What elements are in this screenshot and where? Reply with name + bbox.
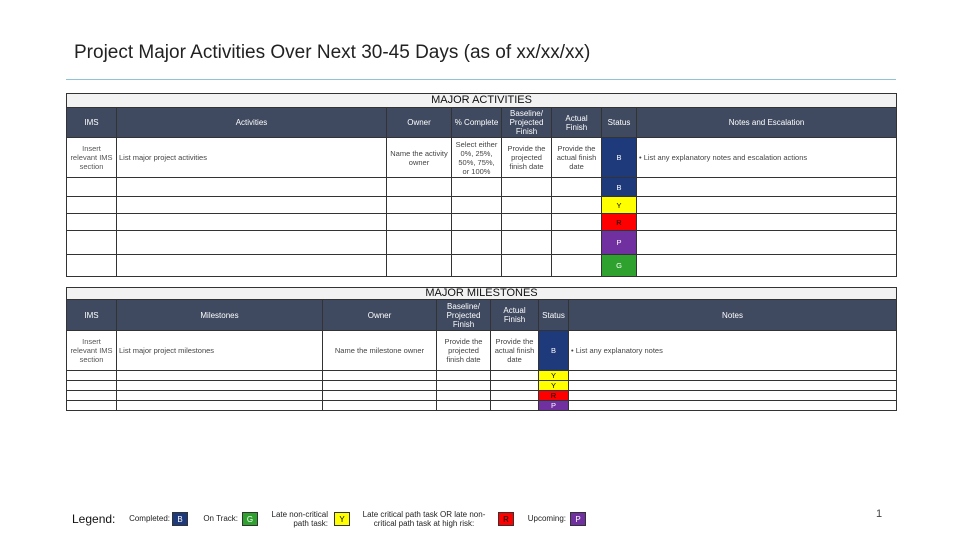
notes-cell[interactable] xyxy=(637,197,897,214)
notes-cell[interactable]: • List any explanatory notes and escalation actions xyxy=(637,138,897,178)
ims-cell[interactable] xyxy=(67,214,117,231)
ims-cell[interactable] xyxy=(67,401,117,411)
owner-cell[interactable] xyxy=(323,371,437,381)
legend-swatch-on-track: G xyxy=(242,512,258,526)
baseline-finish-cell[interactable] xyxy=(502,197,552,214)
ims-cell[interactable]: Insert relevant IMS section xyxy=(67,138,117,178)
baseline-finish-cell[interactable] xyxy=(437,371,491,381)
header-activities: Activities xyxy=(117,108,387,138)
page-title: Project Major Activities Over Next 30-45 Days (as of xx/xx/xx) xyxy=(74,42,591,63)
header-owner: Owner xyxy=(387,108,452,138)
legend-swatch-late-critical: R xyxy=(498,512,514,526)
milestone-cell[interactable]: List major project milestones xyxy=(117,331,323,371)
actual-finish-cell[interactable] xyxy=(552,178,602,197)
milestone-cell[interactable] xyxy=(117,371,323,381)
legend-swatch-upcoming: P xyxy=(570,512,586,526)
header-status: Status xyxy=(602,108,637,138)
header-actual-finish: Actual Finish xyxy=(552,108,602,138)
legend-label-late-critical: Late critical path task OR late non-critical path task at high risk: xyxy=(362,510,486,528)
activities-table xyxy=(66,93,897,277)
table-row xyxy=(67,391,897,401)
status-badge[interactable]: B xyxy=(539,331,569,371)
header-status: Status xyxy=(539,300,569,331)
owner-cell[interactable] xyxy=(323,401,437,411)
table-row xyxy=(67,178,897,197)
notes-cell[interactable] xyxy=(569,401,897,411)
status-badge[interactable]: G xyxy=(602,255,637,277)
pct-complete-cell[interactable] xyxy=(452,255,502,277)
header-ims: IMS xyxy=(67,300,117,331)
activity-cell[interactable]: List major project activities xyxy=(117,138,387,178)
baseline-finish-cell[interactable]: Provide the projected finish date xyxy=(437,331,491,371)
header-notes: Notes and Escalation xyxy=(637,108,897,138)
baseline-finish-cell[interactable] xyxy=(502,214,552,231)
ims-cell[interactable] xyxy=(67,231,117,255)
ims-cell[interactable]: Insert relevant IMS section xyxy=(67,331,117,371)
status-badge[interactable]: Y xyxy=(539,381,569,391)
notes-cell[interactable] xyxy=(569,381,897,391)
actual-finish-cell[interactable] xyxy=(552,255,602,277)
table-row xyxy=(67,231,897,255)
status-badge[interactable]: P xyxy=(602,231,637,255)
table-row xyxy=(67,255,897,277)
pct-complete-cell[interactable] xyxy=(452,231,502,255)
notes-cell[interactable] xyxy=(637,255,897,277)
page-number: 1 xyxy=(876,508,883,520)
status-badge[interactable]: P xyxy=(539,401,569,411)
legend-swatch-completed: B xyxy=(172,512,188,526)
ims-cell[interactable] xyxy=(67,197,117,214)
header-owner: Owner xyxy=(323,300,437,331)
owner-cell[interactable] xyxy=(387,231,452,255)
ims-cell[interactable] xyxy=(67,178,117,197)
status-badge[interactable]: R xyxy=(539,391,569,401)
header-milestones: Milestones xyxy=(117,300,323,331)
activities-section-title: MAJOR ACTIVITIES xyxy=(67,94,897,108)
notes-cell[interactable] xyxy=(637,231,897,255)
owner-cell[interactable] xyxy=(387,214,452,231)
actual-finish-cell[interactable]: Provide the actual finish date xyxy=(491,331,539,371)
notes-cell[interactable] xyxy=(569,391,897,401)
pct-complete-cell[interactable] xyxy=(452,178,502,197)
owner-cell[interactable] xyxy=(323,391,437,401)
baseline-finish-cell[interactable] xyxy=(437,381,491,391)
milestones-section-title: MAJOR MILESTONES xyxy=(67,288,897,300)
owner-cell[interactable] xyxy=(323,381,437,391)
baseline-finish-cell[interactable] xyxy=(437,391,491,401)
table-row xyxy=(67,381,897,391)
pct-complete-cell[interactable] xyxy=(452,197,502,214)
baseline-finish-cell[interactable] xyxy=(437,401,491,411)
owner-cell[interactable] xyxy=(387,197,452,214)
header-baseline-finish: Baseline/ Projected Finish xyxy=(502,108,552,138)
actual-finish-cell[interactable] xyxy=(491,401,539,411)
table-row xyxy=(67,371,897,381)
milestones-table xyxy=(66,287,897,411)
activity-cell[interactable] xyxy=(117,178,387,197)
legend-label-on-track: On Track: xyxy=(203,514,238,523)
actual-finish-cell[interactable] xyxy=(552,197,602,214)
header-baseline-finish: Baseline/ Projected Finish xyxy=(437,300,491,331)
activity-cell[interactable] xyxy=(117,197,387,214)
milestone-cell[interactable] xyxy=(117,381,323,391)
notes-cell[interactable] xyxy=(637,214,897,231)
legend xyxy=(0,508,960,530)
baseline-finish-cell[interactable] xyxy=(502,231,552,255)
table-row xyxy=(67,197,897,214)
header-ims: IMS xyxy=(67,108,117,138)
notes-cell[interactable] xyxy=(637,178,897,197)
notes-cell[interactable]: • List any explanatory notes xyxy=(569,331,897,371)
legend-label-upcoming: Upcoming: xyxy=(527,514,566,523)
baseline-finish-cell[interactable]: Provide the projected finish date xyxy=(502,138,552,178)
ims-cell[interactable] xyxy=(67,255,117,277)
activity-cell[interactable] xyxy=(117,231,387,255)
legend-label-completed: Completed: xyxy=(129,514,170,523)
status-badge[interactable]: Y xyxy=(539,371,569,381)
pct-complete-cell[interactable]: Select either 0%, 25%, 50%, 75%, or 100% xyxy=(452,138,502,178)
notes-cell[interactable] xyxy=(569,371,897,381)
table-row xyxy=(67,401,897,411)
actual-finish-cell[interactable] xyxy=(552,231,602,255)
legend-title: Legend: xyxy=(72,512,116,526)
status-badge[interactable]: R xyxy=(602,214,637,231)
activity-cell[interactable] xyxy=(117,214,387,231)
header-notes: Notes xyxy=(569,300,897,331)
status-badge[interactable]: B xyxy=(602,178,637,197)
legend-label-late-non-critical: Late non-critical path task: xyxy=(271,510,328,528)
milestone-cell[interactable] xyxy=(117,401,323,411)
legend-swatch-late-non-critical: Y xyxy=(334,512,350,526)
title-divider xyxy=(66,79,896,80)
activities-header-row xyxy=(67,108,897,138)
header-actual-finish: Actual Finish xyxy=(491,300,539,331)
ims-cell[interactable] xyxy=(67,391,117,401)
ims-cell[interactable] xyxy=(67,371,117,381)
status-badge[interactable]: B xyxy=(602,138,637,178)
owner-cell[interactable] xyxy=(387,178,452,197)
status-badge[interactable]: Y xyxy=(602,197,637,214)
baseline-finish-cell[interactable] xyxy=(502,178,552,197)
actual-finish-cell[interactable]: Provide the actual finish date xyxy=(552,138,602,178)
baseline-finish-cell[interactable] xyxy=(502,255,552,277)
owner-cell[interactable]: Name the activity owner xyxy=(387,138,452,178)
actual-finish-cell[interactable] xyxy=(491,391,539,401)
pct-complete-cell[interactable] xyxy=(452,214,502,231)
table-row xyxy=(67,138,897,178)
owner-cell[interactable] xyxy=(387,255,452,277)
table-row xyxy=(67,331,897,371)
actual-finish-cell[interactable] xyxy=(491,371,539,381)
actual-finish-cell[interactable] xyxy=(552,214,602,231)
ims-cell[interactable] xyxy=(67,381,117,391)
milestone-cell[interactable] xyxy=(117,391,323,401)
header-pct-complete: % Complete xyxy=(452,108,502,138)
milestones-header-row xyxy=(67,300,897,331)
actual-finish-cell[interactable] xyxy=(491,381,539,391)
owner-cell[interactable]: Name the milestone owner xyxy=(323,331,437,371)
activity-cell[interactable] xyxy=(117,255,387,277)
table-row xyxy=(67,214,897,231)
